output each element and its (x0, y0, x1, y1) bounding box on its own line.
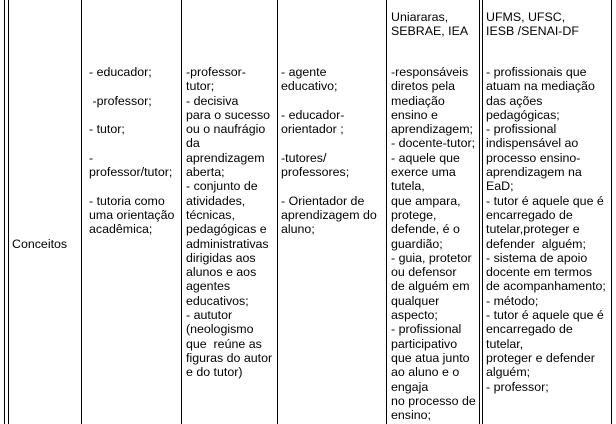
cell-text-line (281, 94, 377, 108)
cell-text-line: professores; (281, 165, 350, 180)
table-border-left (4, 0, 5, 424)
cell-text-line: - docente-tutor; (391, 136, 476, 151)
cell-text-line: -professor; (89, 93, 152, 108)
cell-text-line (281, 179, 377, 193)
cell-text-line: aprendizagem; (391, 122, 473, 137)
cell-text-line: protege, (391, 207, 437, 222)
cell-text-line: ensino e (391, 107, 438, 122)
cell-text-line: encarregado de (486, 322, 573, 337)
column-divider (81, 0, 82, 424)
cell-text-line: de acompanhamento; (486, 279, 606, 294)
cell-text-line: aprendizagem do (281, 207, 377, 222)
cell-text-line: - tutor é aquele que é (486, 193, 604, 208)
cell-text-line: - tutor; (89, 122, 125, 137)
column-divider (181, 0, 182, 424)
cell-text-line: - (89, 150, 94, 165)
column-3-content (281, 65, 377, 237)
cell-text-line: diretos pela (391, 79, 456, 94)
cell-text-line: uma orientação (89, 207, 175, 222)
cell-text-line: docente em termos (486, 265, 593, 280)
cell-text-line: que atua junto (391, 350, 470, 365)
cell-text-line: de alguém em (391, 279, 470, 294)
cell-text-line: atuam na mediação (486, 79, 595, 94)
column-1-content (89, 65, 174, 237)
cell-text-line: - profissional (391, 322, 462, 337)
cell-text-line: - aquele que (391, 150, 460, 165)
cell-text-line: exerce uma (391, 165, 456, 180)
cell-text-line: SEBRAE, IEA (391, 24, 469, 39)
cell-text-line: técnicas, (186, 207, 235, 222)
cell-text-line: EaD; (486, 179, 514, 194)
column-5-content (486, 65, 606, 394)
cell-text-line: - profissionais que (486, 65, 587, 79)
column-4-content (391, 65, 476, 422)
cell-text-line: aprendizagem (186, 150, 265, 165)
cell-text-line: das ações (486, 93, 543, 108)
cell-text-line: participativo (391, 336, 458, 351)
column-4-header (391, 10, 468, 39)
cell-text-line: que reúne as (186, 336, 262, 351)
table-border-left-inner (8, 0, 9, 424)
cell-text-line: - aututor (186, 308, 233, 323)
cell-text-line: figuras do autor (186, 350, 273, 365)
cell-text-line: professor/tutor; (89, 165, 173, 180)
cell-text-line: educativo; (281, 79, 338, 94)
cell-text-line: engaja (391, 379, 429, 394)
cell-text-line: defender alguém; (486, 236, 586, 251)
cell-text-line: - educador; (89, 65, 152, 79)
cell-text-line (89, 108, 174, 122)
cell-text-line: aspecto; (391, 308, 438, 323)
cell-text-line: aluno; (281, 222, 315, 237)
cell-text-line: ao aluno e o (391, 365, 460, 380)
cell-text-line: agentes (186, 279, 231, 294)
cell-text-line: guardião; (391, 236, 443, 251)
cell-text-line: - agente (281, 65, 327, 79)
cell-text-line: que ampara, (391, 193, 461, 208)
cell-text-line: dirigidas aos (186, 250, 256, 265)
table-border-right (611, 0, 612, 424)
cell-text-line: acadêmica; (89, 222, 153, 237)
cell-text-line (281, 136, 377, 150)
cell-text-line: - tutoria como (89, 193, 165, 208)
cell-text-line: indispensável ao (486, 136, 579, 151)
cell-text-line: - guia, protetor (391, 250, 472, 265)
cell-text-line: pedagógicas; (486, 107, 560, 122)
cell-text-line: UFMS, UFSC, (486, 10, 566, 24)
cell-text-line: administrativas (186, 236, 269, 251)
cell-text-line: ou o naufrágio (186, 122, 266, 137)
cell-text-line: atividades, (186, 193, 246, 208)
cell-text-line: - conjunto de (186, 179, 258, 194)
cell-text-line: tutela, (391, 179, 425, 194)
cell-text-line: IESB /SENAI-DF (486, 24, 579, 39)
cell-text-line: - professor; (486, 379, 549, 394)
cell-text-line: educativos; (186, 293, 249, 308)
cell-text-line (89, 179, 174, 193)
column-divider (386, 0, 387, 424)
cell-text-line: -professor- (186, 65, 246, 79)
cell-text-line: ou defensor (391, 265, 457, 280)
cell-text-line: para o sucesso (186, 107, 271, 122)
cell-text-line: tutelar, (486, 336, 524, 351)
cell-text-line: Uniararas, (391, 10, 449, 24)
column-5-header (486, 10, 579, 39)
cell-text-line: - educador- (281, 107, 345, 122)
cell-text-line: ensino; (391, 408, 431, 423)
cell-text-line: - sistema de apoio (486, 250, 588, 265)
cell-text-line: aprendizagem na (486, 165, 582, 180)
cell-text-line: -tutores/ (281, 150, 327, 165)
cell-text-line (89, 79, 174, 93)
column-2-content (186, 65, 272, 380)
row-label-conceitos: Conceitos (12, 237, 68, 251)
cell-text-line: alunos e aos (186, 265, 257, 280)
cell-text-line: proteger e defender (486, 350, 595, 365)
cell-text-line: pedagógicas e (186, 222, 267, 237)
cell-text-line: e do tutor) (186, 365, 243, 380)
cell-text-line: da (186, 136, 200, 151)
cell-text-line: - tutor é aquele que é (486, 308, 604, 323)
cell-text-line: orientador ; (281, 122, 344, 137)
column-divider-inner (482, 0, 483, 424)
cell-text-line: - decisiva (186, 93, 239, 108)
cell-text-line: alguém; (486, 365, 531, 380)
cell-text-line: aberta; (186, 165, 225, 180)
cell-text-line: (neologismo (186, 322, 254, 337)
column-divider (277, 0, 278, 424)
cell-text-line: defende, é o (391, 222, 460, 237)
cell-text-line: encarregado de (486, 207, 573, 222)
cell-text-line: - método; (486, 293, 539, 308)
cell-text-line: tutelar,proteger e (486, 222, 580, 237)
cell-text-line: qualquer (391, 293, 440, 308)
cell-text-line: - profissional (486, 122, 557, 137)
cell-text-line (89, 136, 174, 150)
cell-text-line: tutor; (186, 79, 215, 94)
cell-text-line: - Orientador de (281, 193, 365, 208)
cell-text-line: -responsáveis (391, 65, 469, 79)
column-divider (479, 0, 480, 424)
cell-text-line: mediação (391, 93, 445, 108)
cell-text-line: no processo de (391, 393, 476, 408)
cell-text-line: processo ensino- (486, 150, 581, 165)
